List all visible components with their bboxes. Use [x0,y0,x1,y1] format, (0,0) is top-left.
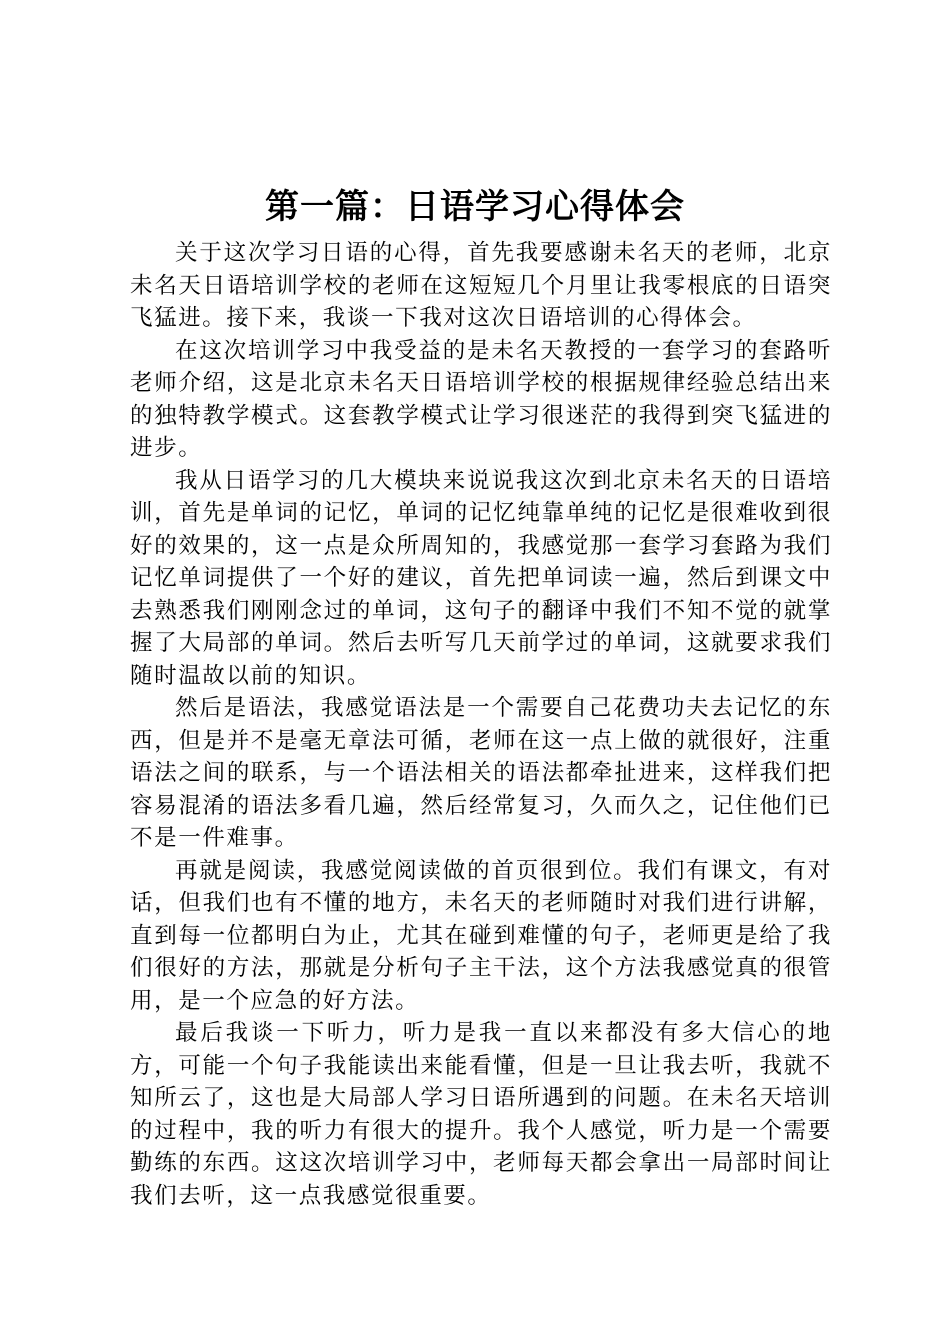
document-title: 第一篇：日语学习心得体会 [265,187,685,227]
paragraph-listening: 最后我谈一下听力，听力是我一直以来都没有多大信心的地方，可能一个句子我能读出来能看懂，但是一旦让我去听，我就不知所云了，这也是大局部人学习日语所遇到的问题。在未名天培训的过程中，我的听力有很大的提升。我个人感觉，听力是一个需要勤练的东西。这这次培训学习中，老师每天都会拿出一局部时间让我们去听，这一点我感觉很重要。 [130,1020,832,1209]
paragraph-method: 在这次培训学习中我受益的是未名天教授的一套学习的套路听老师介绍，这是北京未名天日语培训学校的根据规律经验总结出来的独特教学模式。这套教学模式让学习很迷茫的我得到突飞猛进的进步。 [130,337,832,461]
paragraph-grammar: 然后是语法，我感觉语法是一个需要自己花费功夫去记忆的东西，但是并不是毫无章法可循，老师在这一点上做的就很好，注重语法之间的联系，与一个语法相关的语法都牵扯进来，这样我们把容易混淆的语法多看几遍，然后经常复习，久而久之，记住他们已不是一件难事。 [130,695,832,851]
paragraph-intro: 关于这次学习日语的心得，首先我要感谢未名天的老师，北京未名天日语培训学校的老师在这短短几个月里让我零根底的日语突飞猛进。接下来，我谈一下我对这次日语培训的心得体会。 [130,240,832,331]
document-body [130,237,832,1212]
paragraph-vocabulary: 我从日语学习的几大模块来说说我这次到北京未名天的日语培训，首先是单词的记忆，单词的记忆纯靠单纯的记忆是很难收到很好的效果的，这一点是众所周知的，我感觉那一套学习套路为我们记忆单词提供了一个好的建议，首先把单词读一遍，然后到课文中去熟悉我们刚刚念过的单词，这句子的翻译中我们不知不觉的就掌握了大局部的单词。然后去听写几天前学过的单词，这就要求我们随时温故以前的知识。 [130,467,832,689]
paragraph-reading: 再就是阅读，我感觉阅读做的首页很到位。我们有课文，有对话，但我们也有不懂的地方，未名天的老师随时对我们进行讲解，直到每一位都明白为止，尤其在碰到难懂的句子，老师更是给了我们很好的方法，那就是分析句子主干法，这个方法我感觉真的很管用，是一个应急的好方法。 [130,857,832,1014]
